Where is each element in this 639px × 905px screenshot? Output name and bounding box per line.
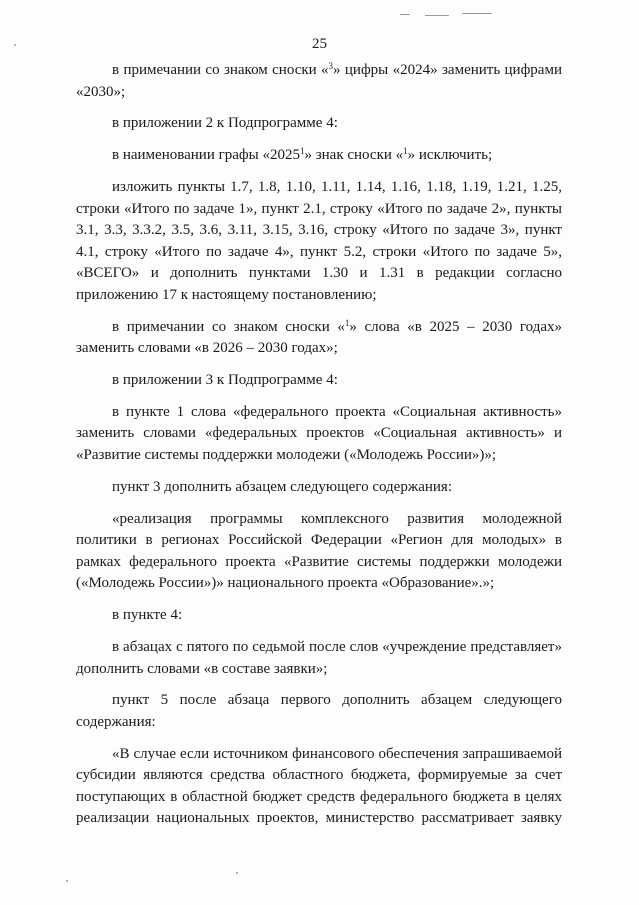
scan-speck	[462, 13, 492, 14]
paragraph-text: в примечании со знаком сноски «	[112, 62, 329, 78]
paragraph	[76, 177, 562, 307]
paragraph-text: пункт 3 дополнить абзацем следующего содержания:	[112, 478, 452, 495]
footnote-mark: 1	[344, 317, 350, 328]
paragraph-text: «В случае если источником финансового обеспечения запрашиваемой субсидии являются средства областного бюджета, формируемые за счет поступающих в областной бюджет средств федерального бюджета в целях реализации национальных проектов, министерство рассматривает заявку	[76, 745, 562, 827]
scan-speck	[400, 14, 410, 15]
footnote-mark: 3	[328, 61, 334, 71]
paragraph-text: в приложении 2 к Подпрограмме 4:	[112, 115, 338, 132]
paragraph-text: «реализация программы комплексного развития молодежной политики в регионах Российской Федерации «Регион для молодых» в рамках федерального проекта «Развитие системы поддержки молодежи («Молодежь России»)» национального проекта «Образование».»;	[76, 510, 562, 592]
scan-speck	[425, 15, 449, 16]
paragraph-text: в пункте 1 слова «федерального проекта «Социальная активность» заменить словами «федеральных проектов «Социальная активность» и «Развитие системы поддержки молодежи («Молодежь России»)»;	[76, 403, 562, 464]
paragraph-text: » цифры «2024» заменить цифрами «2030»;	[76, 62, 562, 100]
page-number: 25	[312, 36, 327, 52]
scan-speck	[66, 880, 68, 882]
paragraph-text: » исключить;	[407, 147, 493, 164]
scan-speck	[236, 872, 238, 874]
paragraph	[76, 509, 562, 595]
paragraph	[76, 60, 562, 103]
paragraph-text: в наименовании графы «2025	[112, 147, 300, 164]
footnote-mark: 1	[403, 146, 408, 157]
paragraph	[76, 145, 562, 167]
paragraph-text: » слова «в 2025 – 2030 годах» заменить словами «в 2026 – 2030 годах»;	[76, 318, 563, 357]
paragraph	[76, 690, 562, 733]
paragraph	[76, 477, 562, 499]
paragraph-text: в пункте 4:	[112, 607, 183, 624]
paragraph	[76, 744, 562, 830]
footnote-mark: 1	[299, 146, 305, 157]
paragraph	[76, 370, 562, 392]
paragraph-text: » знак сноски «	[304, 147, 404, 164]
paragraph	[76, 637, 562, 680]
paragraph	[76, 605, 562, 627]
paragraph-text: пункт 5 после абзаца первого дополнить абзацем следующего содержания:	[76, 692, 562, 730]
paragraph	[76, 402, 562, 467]
paragraph	[76, 317, 562, 360]
paragraph-text: изложить пункты 1.7, 1.8, 1.10, 1.11, 1.14, 1.16, 1.18, 1.19, 1.21, 1.25, строки «Итого по задаче 1», пункт 2.1, строку «Итого по задаче 2», пункты 3.1, 3.3, 3.3.2, 3.5, 3.6, 3.11, 3.15, 3.16, строку «Итого по задаче 3», пункт 4.1, строку «Итого по задаче 4», пункт 5.2, строки «Итого по задаче 5», «ВСЕГО» и дополнить пунктами 1.30 и 1.31 в редакции согласно приложению 17 к настоящему постановлению;	[76, 178, 562, 303]
paragraph	[76, 113, 562, 135]
paragraph-text: в примечании со знаком сноски «	[112, 318, 345, 335]
document-body	[76, 60, 562, 830]
paragraph-text: в абзацах с пятого по седьмой после слов «учреждение представляет» дополнить словами «в составе заявки»;	[76, 638, 562, 677]
paragraph-text: в приложении 3 к Подпрограмме 4:	[112, 372, 338, 389]
